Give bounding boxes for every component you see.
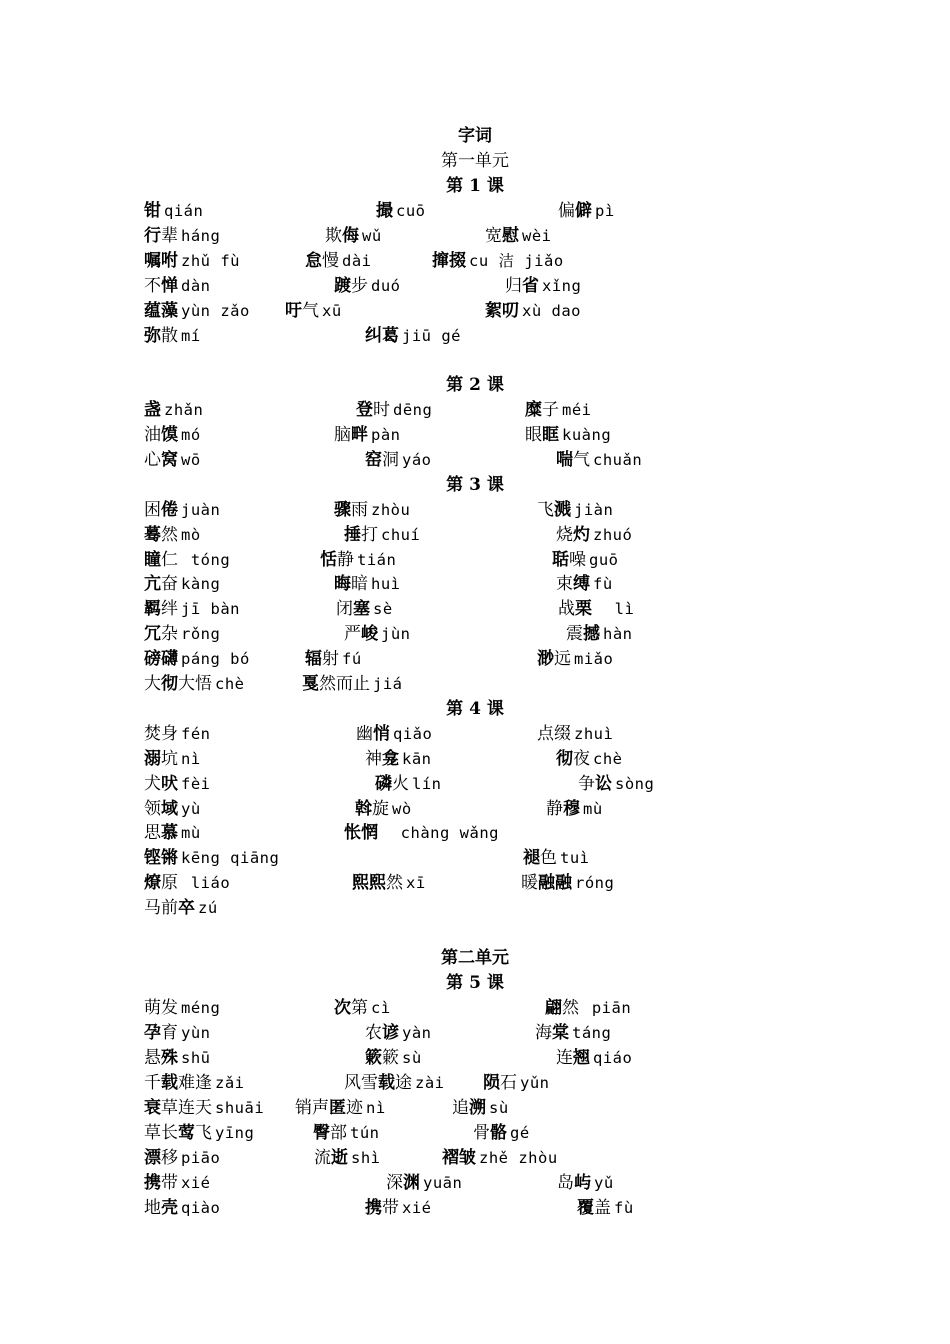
word-entry: 铿锵 kēng qiāng xyxy=(144,848,280,868)
word-entry: 归省 xǐng xyxy=(505,276,582,296)
word-entry: 连翘 qiáo xyxy=(556,1048,633,1068)
word-entry: 窑洞 yáo xyxy=(365,450,432,470)
word-entry: 思慕 mù xyxy=(144,823,201,843)
lesson-title: 第 1 课 xyxy=(446,176,504,196)
word-entry: 恬静 tián xyxy=(320,550,397,570)
word-entry: 追溯 sù xyxy=(452,1098,509,1118)
word-entry: 欺侮 wǔ xyxy=(325,226,382,246)
doc-title: 字词 xyxy=(458,126,492,146)
word-entry: 暖融融 róng xyxy=(521,873,615,893)
word-entry: 宽慰 wèi xyxy=(485,226,552,246)
word-entry: 次第 cì xyxy=(334,998,391,1018)
word-entry: 熙熙然 xī xyxy=(352,873,426,893)
word-entry: 亢奋 kàng xyxy=(144,574,221,594)
word-entry: 斡旋 wò xyxy=(355,799,412,819)
word-entry: 束缚 fù xyxy=(556,574,613,594)
word-entry: 漂移 piāo xyxy=(144,1148,221,1168)
word-entry: 蕴藻 yùn zǎo xyxy=(144,301,250,321)
unit-title: 第二单元 xyxy=(441,948,509,968)
word-entry: 蓦然 mò xyxy=(144,525,201,545)
word-entry: 争讼 sòng xyxy=(578,774,655,794)
word-entry: 簌簌 sù xyxy=(365,1048,422,1068)
word-entry: 深渊 yuān xyxy=(386,1173,463,1193)
word-entry: 销声匿迹 nì xyxy=(295,1098,386,1118)
word-entry: 覆盖 fù xyxy=(577,1198,634,1218)
word-entry: 点缀 zhuì xyxy=(537,724,614,744)
word-entry: 纠葛 jiū gé xyxy=(365,326,461,346)
word-entry: 不惮 dàn xyxy=(144,276,211,296)
word-entry: 吁气 xū xyxy=(285,301,342,321)
word-entry: 困倦 juàn xyxy=(144,500,221,520)
word-entry: 严峻 jùn xyxy=(344,624,411,644)
word-entry: 褪色 tuì xyxy=(523,848,590,868)
word-entry: 脑畔 pàn xyxy=(334,425,401,445)
word-entry: 领域 yù xyxy=(144,799,201,819)
word-entry: 辐射 fú xyxy=(305,649,362,669)
word-entry: 偏僻 pì xyxy=(558,201,615,221)
word-entry: 农谚 yàn xyxy=(365,1023,432,1043)
word-entry: 地壳 qiào xyxy=(144,1198,221,1218)
word-entry: 喘气 chuǎn xyxy=(556,450,643,470)
word-entry: 冗杂 rǒng xyxy=(144,624,221,644)
word-entry: 褶皱 zhě zhòu xyxy=(442,1148,558,1168)
word-entry: 孕育 yùn xyxy=(144,1023,211,1043)
word-entry: 渺远 miǎo xyxy=(537,649,614,669)
word-entry: 骤雨 zhòu xyxy=(334,500,411,520)
word-entry: 心窝 wō xyxy=(144,450,201,470)
word-entry: 衰草连天 shuāi xyxy=(144,1098,265,1118)
word-entry: 闭塞 sè xyxy=(336,599,393,619)
word-entry: 臀部 tún xyxy=(313,1123,380,1143)
word-entry: 踱步 duó xyxy=(334,276,401,296)
word-entry: 撮 cuō xyxy=(376,201,426,221)
word-entry: 飞溅 jiàn xyxy=(537,500,614,520)
word-entry: 焚身 fén xyxy=(144,724,211,744)
word-entry: 风雪载途 zài xyxy=(344,1073,445,1093)
word-entry: 行辈 háng xyxy=(144,226,221,246)
word-entry: 悬殊 shū xyxy=(144,1048,211,1068)
lesson-title: 第 3 课 xyxy=(446,475,504,495)
word-entry: 盏 zhǎn xyxy=(144,400,204,420)
word-entry: 流逝 shì xyxy=(314,1148,381,1168)
word-entry: 眼眶 kuàng xyxy=(525,425,612,445)
lesson-title: 第 2 课 xyxy=(446,375,504,395)
word-entry: 戛然而止 jiá xyxy=(302,674,403,694)
word-entry: 陨石 yǔn xyxy=(483,1073,550,1093)
word-entry: 岛屿 yǔ xyxy=(557,1173,614,1193)
word-entry: 怅惘 chàng wǎng xyxy=(344,823,499,843)
word-entry: 震撼 hàn xyxy=(566,624,633,644)
word-entry: 嘱咐 zhǔ fù xyxy=(144,251,240,271)
word-entry: 静穆 mù xyxy=(546,799,603,819)
word-entry: 聒噪 guō xyxy=(552,550,619,570)
word-entry: 怠慢 dài xyxy=(305,251,372,271)
word-entry: 马前卒 zú xyxy=(144,898,218,918)
lesson-title: 第 4 课 xyxy=(446,699,504,719)
word-entry: 油馍 mó xyxy=(144,425,201,445)
lesson-title: 第 5 课 xyxy=(446,973,504,993)
word-entry: 晦暗 huì xyxy=(334,574,401,594)
word-entry: 撺掇 cu 洁 jiǎo xyxy=(432,251,564,271)
word-entry: 羁绊 jī bàn xyxy=(144,599,240,619)
word-entry: 彻夜 chè xyxy=(556,749,623,769)
word-entry: 神龛 kān xyxy=(365,749,432,769)
word-entry: 海棠 táng xyxy=(535,1023,612,1043)
word-entry: 登时 dēng xyxy=(356,400,433,420)
word-entry: 磅礴 páng bó xyxy=(144,649,250,669)
word-entry: 千载难逢 zǎi xyxy=(144,1073,245,1093)
word-entry: 燎原 liáo xyxy=(144,873,231,893)
word-entry: 草长莺飞 yīng xyxy=(144,1123,255,1143)
word-entry: 磷火 lín xyxy=(375,774,442,794)
word-entry: 骨骼 gé xyxy=(473,1123,530,1143)
word-entry: 幽悄 qiǎo xyxy=(356,724,433,744)
word-entry: 犬吠 fèi xyxy=(144,774,211,794)
word-entry: 萌发 méng xyxy=(144,998,221,1018)
word-entry: 翩然 piān xyxy=(545,998,632,1018)
word-entry: 战栗 lì xyxy=(558,599,635,619)
unit-title: 第一单元 xyxy=(441,151,509,171)
word-entry: 烧灼 zhuó xyxy=(556,525,633,545)
word-entry: 弥散 mí xyxy=(144,326,201,346)
word-entry: 大彻大悟 chè xyxy=(144,674,245,694)
word-entry: 絮叨 xù dao xyxy=(485,301,581,321)
word-entry: 捶打 chuí xyxy=(344,525,421,545)
word-entry: 携带 xié xyxy=(365,1198,432,1218)
word-entry: 溺坑 nì xyxy=(144,749,201,769)
word-entry: 瞳仁 tóng xyxy=(144,550,231,570)
word-entry: 钳 qián xyxy=(144,201,204,221)
word-entry: 携带 xié xyxy=(144,1173,211,1193)
word-entry: 糜子 méi xyxy=(525,400,592,420)
